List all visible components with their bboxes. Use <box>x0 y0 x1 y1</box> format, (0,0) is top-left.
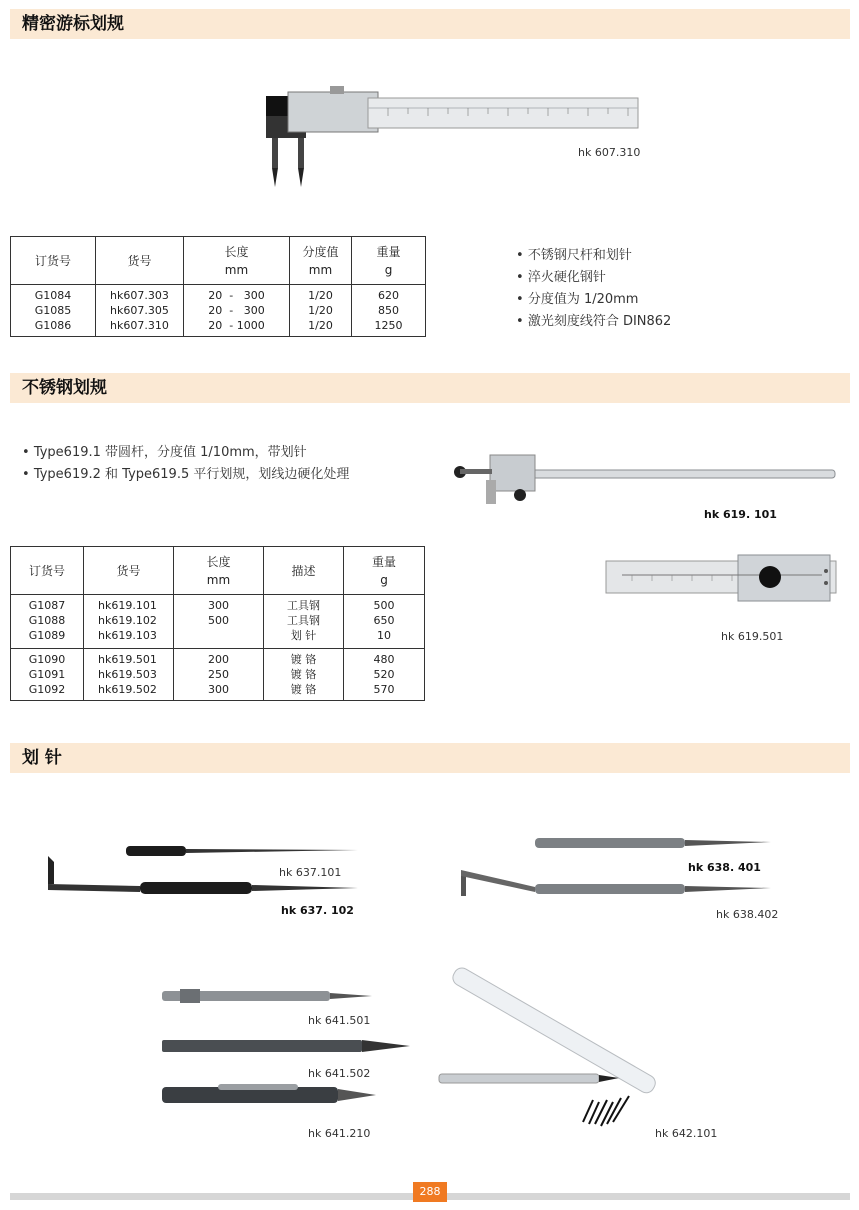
table-header: 货号 <box>84 547 174 595</box>
page-number: 288 <box>413 1182 447 1202</box>
parallel-compass-image <box>602 553 840 605</box>
table-row: G1088 hk619.102 500 工具钢 650 <box>11 613 425 628</box>
list-item: • 不锈钢尺杆和划针 <box>516 245 671 267</box>
table-row: G1086 hk607.310 20 - 1000 1/20 1250 <box>11 318 426 337</box>
caption-641-210: hk 641.210 <box>308 1127 371 1140</box>
spec-table-stainless-compass <box>10 546 425 701</box>
section-title-vernier-compass: 精密游标划规 <box>10 9 850 39</box>
list-item: • Type619.2 和 Type619.5 平行划规，划线边硬化处理 <box>22 464 349 486</box>
caption-619-101: hk 619. 101 <box>704 508 777 521</box>
caption-642-101: hk 642.101 <box>655 1127 718 1140</box>
table-row: G1090 hk619.501 200 镀 铬 480 <box>11 649 425 668</box>
list-item: • 分度值为 1/20mm <box>516 289 671 311</box>
table-row: G1084 hk607.303 20 - 300 1/20 620 <box>11 285 426 304</box>
table-header: 分度值 mm <box>290 237 352 285</box>
table-header: 长度 mm <box>184 237 290 285</box>
caption-638-402: hk 638.402 <box>716 908 779 921</box>
table-row: G1087 hk619.101 300 工具钢 500 <box>11 595 425 614</box>
table-row: G1085 hk607.305 20 - 300 1/20 850 <box>11 303 426 318</box>
table-header: 长度 mm <box>174 547 264 595</box>
caption-638-401: hk 638. 401 <box>688 861 761 874</box>
scriber-641-image <box>158 985 418 1110</box>
caption-641-501: hk 641.501 <box>308 1014 371 1027</box>
list-item: • Type619.1 带圆杆，分度值 1/10mm，带划针 <box>22 442 349 464</box>
table-header: 订货号 <box>11 547 84 595</box>
spec-table-vernier-compass <box>10 236 426 337</box>
table-row: G1091 hk619.503 250 镀 铬 520 <box>11 667 425 682</box>
section-title-scriber: 划 针 <box>10 743 850 773</box>
caption-641-502: hk 641.502 <box>308 1067 371 1080</box>
vernier-compass-image <box>258 82 648 192</box>
table-header: 描述 <box>264 547 344 595</box>
feature-list-stainless-compass <box>22 442 349 486</box>
table-header: 重量 g <box>352 237 426 285</box>
scriber-642-image <box>435 962 685 1132</box>
section-title-stainless-compass: 不锈钢划规 <box>10 373 850 403</box>
table-row: G1089 hk619.103 划 针 10 <box>11 628 425 649</box>
table-row: G1092 hk619.502 300 镀 铬 570 <box>11 682 425 701</box>
caption-607-310: hk 607.310 <box>578 146 641 159</box>
table-header: 货号 <box>96 237 184 285</box>
beam-compass-image <box>450 450 840 515</box>
feature-list-vernier-compass <box>516 245 671 333</box>
caption-619-501: hk 619.501 <box>721 630 784 643</box>
table-header: 订货号 <box>11 237 96 285</box>
caption-637-101: hk 637.101 <box>279 866 342 879</box>
caption-637-102: hk 637. 102 <box>281 904 354 917</box>
list-item: • 激光刻度线符合 DIN862 <box>516 311 671 333</box>
table-header: 重量 g <box>344 547 425 595</box>
list-item: • 淬火硬化钢针 <box>516 267 671 289</box>
